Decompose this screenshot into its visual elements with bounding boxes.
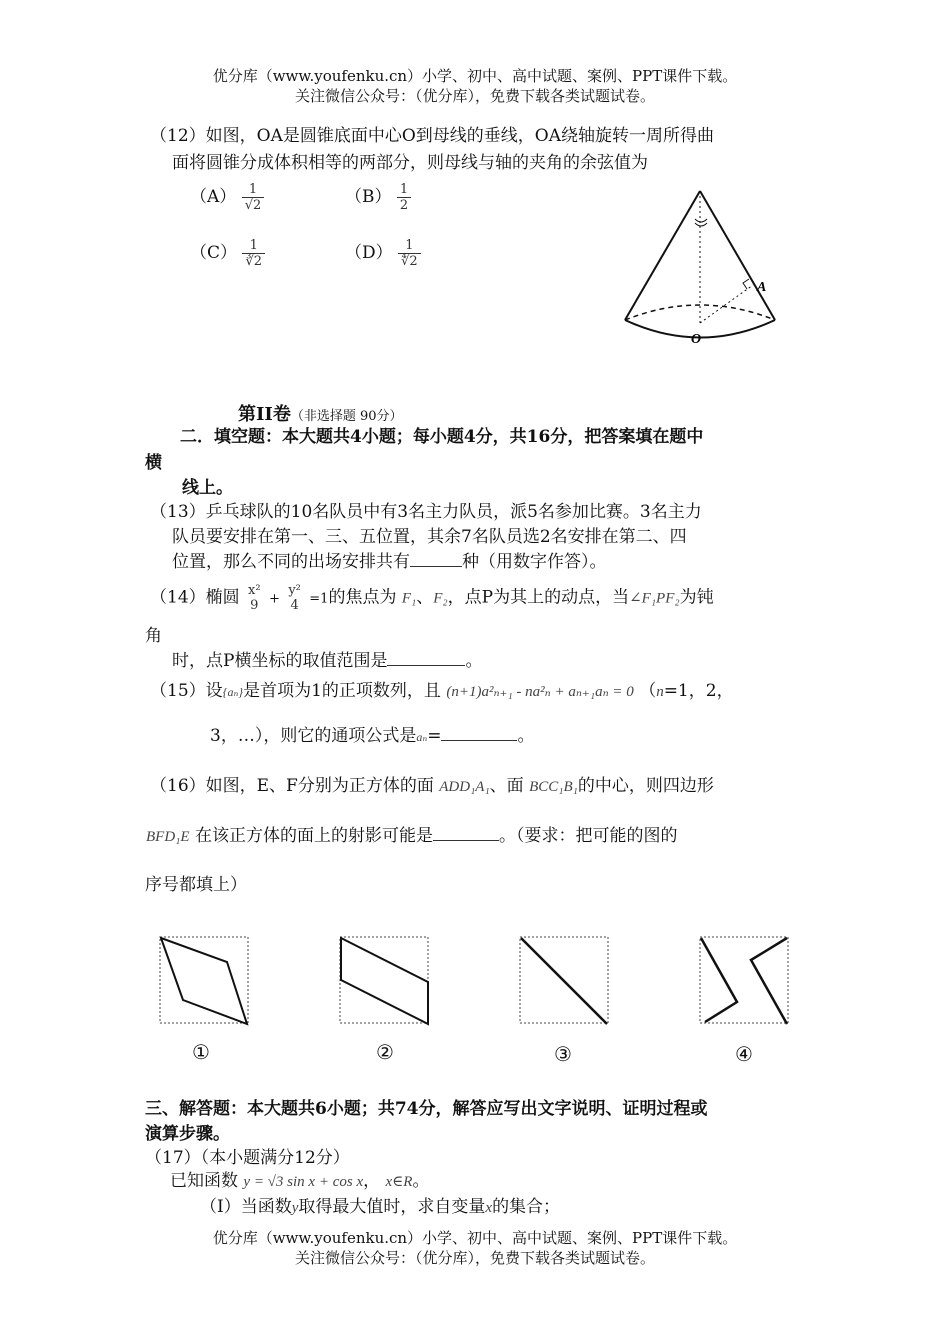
- part2-subtitle: （非选择题 90分）: [290, 409, 403, 424]
- q14-line-2: 时，点P横坐标的取值范围是 。: [172, 651, 483, 671]
- cone-label-o: O: [691, 332, 702, 347]
- q17-given: 已知函数 y = √3 sin x + cos x， x∈R。: [170, 1171, 430, 1191]
- q13-line-3: 位置，那么不同的出场安排共有 种（用数字作答）。: [172, 552, 607, 572]
- option-label: （C）: [190, 243, 238, 263]
- q16-line-2: BFD₁E 在该正方体的面上的射影可能是 。（要求：把可能的图的: [146, 826, 678, 846]
- answer-section-line-2: 演算步骤。: [145, 1124, 230, 1144]
- projection-figure-3: [515, 932, 615, 1028]
- q12-option-a: [190, 182, 264, 213]
- q14-answer-blank[interactable]: [387, 665, 465, 666]
- part2-title: 第II卷: [238, 404, 291, 425]
- cone-figure: [615, 185, 785, 355]
- q12-line-1: （12）如图，OA是圆锥底面中心O到母线的垂线，OA绕轴旋转一周所得曲: [150, 126, 714, 146]
- fill-section-line-1: 二．填空题：本大题共4小题；每小题4分，共16分，把答案填在题中: [180, 427, 704, 447]
- q15-answer-blank[interactable]: [441, 740, 517, 741]
- option-label: （A）: [190, 187, 237, 207]
- fill-section-line-2: 线上。: [182, 478, 233, 498]
- answer-section-line-1: 三、解答题：本大题共6小题；共74分，解答应写出文字说明、证明过程或: [145, 1099, 708, 1119]
- q16-answer-blank[interactable]: [433, 840, 499, 841]
- figure-label-2: ②: [376, 1040, 394, 1064]
- q17-part-1: （I）当函数y取得最大值时，求自变量x的集合；: [200, 1197, 561, 1217]
- option-label: （D）: [345, 243, 393, 263]
- q14-frac-x: x² 9: [248, 583, 261, 613]
- option-label: （B）: [345, 187, 392, 207]
- option-fraction: $\frac{1}{∛2}$: [242, 238, 265, 269]
- option-fraction: $\frac{1}{2}$: [397, 182, 411, 213]
- q13-answer-blank[interactable]: [410, 566, 462, 567]
- q13-line-2: 队员要安排在第一、三、五位置，其余7名队员选2名安排在第二、四: [172, 527, 687, 547]
- cone-label-a: A: [757, 280, 767, 295]
- q12-line-2: 面将圆锥分成体积相等的两部分，则母线与轴的夹角的余弦值为: [172, 153, 648, 173]
- projection-figure-2: [335, 932, 435, 1028]
- footer-line-2: 关注微信公众号：（优分库），免费下载各类试题试卷。: [294, 1249, 655, 1267]
- option-fraction: $\frac{1}{√2}$: [242, 182, 265, 213]
- fill-section-line-1b: 横: [145, 453, 162, 473]
- q14-line-1b: 角: [145, 626, 162, 646]
- header-line-1: 优分库（www.youfenku.cn）小学、初中、高中试题、案例、PPT课件下载。: [212, 67, 738, 85]
- q13-line-1: （13）乒乓球队的10名队员中有3名主力队员，派5名参加比赛。3名主力: [150, 502, 702, 522]
- figure-label-1: ①: [192, 1040, 210, 1064]
- part2-title-row: [238, 400, 403, 426]
- q16-line-3: 序号都填上）: [145, 875, 247, 895]
- projection-figure-4: [695, 932, 795, 1028]
- header-line-2: 关注微信公众号：（优分库），免费下载各类试题试卷。: [294, 87, 655, 105]
- q12-option-c: [190, 238, 265, 269]
- option-fraction: $\frac{1}{∜2}$: [398, 238, 421, 269]
- q14-frac-y: y² 4: [288, 583, 301, 613]
- q14-line-1: （14）椭圆 x² 9 + y² 4 =1的焦点为 F₁、F₂，点P为其上的动点，当∠F₁PF₂为钝: [150, 583, 714, 613]
- q17-title: （17）（本小题满分12分）: [145, 1148, 350, 1168]
- q15-formula: (n+1)a²ₙ₊₁ - na²ₙ + aₙ₊₁aₙ = 0: [446, 684, 634, 700]
- q15-line-1: （15）设{aₙ}是首项为1的正项数列，且 (n+1)a²ₙ₊₁ - na²ₙ + aₙ₊₁aₙ = 0 （n=1，2，: [150, 681, 734, 701]
- projection-figure-1: [155, 932, 255, 1028]
- footer-line-1: 优分库（www.youfenku.cn）小学、初中、高中试题、案例、PPT课件下载。: [212, 1229, 738, 1247]
- figure-label-4: ④: [735, 1042, 753, 1066]
- q16-line-1: （16）如图，E、F分别为正方体的面 ADD₁A₁、面 BCC₁B₁的中心，则四边形: [150, 776, 714, 796]
- q15-line-2: 3，…），则它的通项公式是aₙ= 。: [210, 726, 535, 746]
- q12-option-d: [345, 238, 421, 269]
- figure-label-3: ③: [554, 1042, 572, 1066]
- q12-option-b: [345, 182, 411, 213]
